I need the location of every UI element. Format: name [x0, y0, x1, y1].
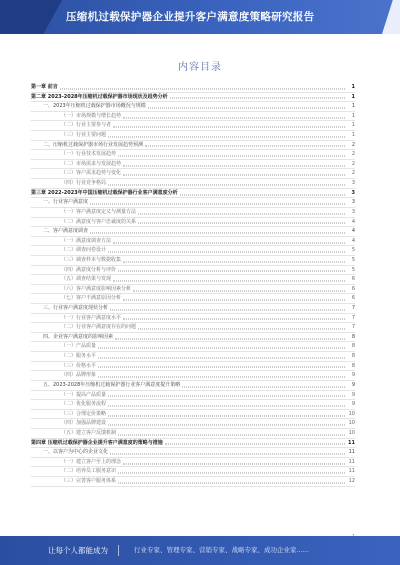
- toc-entry-title: （一）提高产品质量: [61, 391, 107, 398]
- toc-entry-title: （三）客户需求趋势与变化: [61, 170, 122, 177]
- toc-entry[interactable]: [31, 294, 355, 304]
- footer-divider: [118, 545, 119, 556]
- toc-dot-leader: [98, 367, 345, 368]
- toc-entry[interactable]: [31, 112, 355, 122]
- toc-entry-title: （二）行业客户满意度存在的问题: [61, 324, 137, 331]
- toc-entry-page: 1: [351, 93, 355, 100]
- footer-slogan: 让每个人都能成为: [48, 546, 108, 555]
- toc-dot-leader: [180, 194, 345, 195]
- toc-entry-page: 2: [351, 151, 355, 158]
- footer-banner: [0, 536, 400, 565]
- toc-entry-page: 8: [351, 353, 355, 360]
- toc-entry-page: 3: [351, 189, 355, 196]
- toc-entry-title: （一）满意度调查方法: [61, 237, 112, 244]
- toc-entry-title: （四）满意度分析与评价: [61, 266, 117, 273]
- toc-entry[interactable]: [31, 246, 355, 256]
- toc-entry[interactable]: [31, 275, 355, 285]
- toc-entry[interactable]: [31, 150, 355, 160]
- toc-entry[interactable]: [31, 352, 355, 362]
- toc-entry-title: 第二章 2023-2028年压缩机过载保护器市场现状及趋势分析: [31, 93, 168, 100]
- toc-dot-leader: [90, 232, 345, 233]
- toc-entry-page: 1: [351, 103, 355, 110]
- toc-entry[interactable]: [31, 323, 355, 333]
- toc-entry[interactable]: [31, 362, 355, 372]
- toc-entry[interactable]: [31, 467, 355, 477]
- toc-dot-leader: [148, 108, 345, 109]
- toc-entry[interactable]: [31, 448, 355, 458]
- toc-entry-title: 第四章 压缩机过载保护器企业提升客户满意度的策略与措施: [31, 439, 163, 446]
- toc-entry-page: 7: [351, 314, 355, 321]
- toc-entry-page: 8: [351, 362, 355, 369]
- toc-entry-title: （三）调查样本与数据收集: [61, 256, 122, 263]
- toc-entry-title: 一、行业客户满意度: [43, 199, 89, 206]
- toc-dot-leader: [123, 463, 345, 464]
- toc-entry-title: （一）客户满意度定义与测量方法: [61, 208, 137, 215]
- toc-entry[interactable]: [31, 333, 355, 343]
- toc-entry-title: （二）行业主要参与者: [61, 122, 112, 129]
- toc-entry[interactable]: [31, 160, 355, 170]
- toc-entry-title: （三）合理定价策略: [61, 410, 107, 417]
- toc-entry-page: 6: [351, 285, 355, 292]
- toc-dot-leader: [170, 98, 345, 99]
- toc-entry[interactable]: [31, 198, 355, 208]
- toc-entry-page: 11: [348, 449, 355, 456]
- toc-entry-page: 8: [351, 343, 355, 350]
- toc-entry[interactable]: [31, 189, 355, 199]
- toc-entry-title: （二）市场需求与发展趋势: [61, 160, 122, 167]
- toc-entry-page: 5: [351, 256, 355, 263]
- toc-entry-title: 二、压缩机过载保护器市场行业发展趋势预测: [43, 141, 144, 148]
- toc-entry[interactable]: [31, 218, 355, 228]
- toc-dot-leader: [113, 127, 345, 128]
- toc-entry-page: 1: [351, 84, 355, 90]
- toc-entry-title: （四）行业竞争格局: [61, 180, 107, 187]
- toc-entry-page: 6: [351, 295, 355, 302]
- toc-entry-title: 一、以客户为中心的企业文化: [43, 449, 109, 456]
- toc-entry-title: （一）市场规模与增长趋势: [61, 112, 122, 119]
- toc-entry-page: 9: [351, 391, 355, 398]
- toc-entry-page: 3: [351, 199, 355, 206]
- toc-heading: 内容目录: [178, 62, 222, 73]
- toc-dot-leader: [182, 386, 345, 387]
- toc-dot-leader: [123, 165, 345, 166]
- toc-dot-leader: [118, 482, 345, 483]
- toc-dot-leader: [133, 290, 345, 291]
- table-of-contents: [31, 83, 355, 487]
- toc-dot-leader: [108, 136, 345, 137]
- toc-entry-title: （二）服务水平: [61, 353, 97, 360]
- toc-dot-leader: [118, 473, 345, 474]
- toc-dot-leader: [123, 300, 345, 301]
- toc-entry-title: （六）客户满意度影响因素分析: [61, 285, 132, 292]
- toc-entry[interactable]: [31, 121, 355, 131]
- toc-entry[interactable]: [31, 266, 355, 276]
- toc-entry[interactable]: [31, 131, 355, 141]
- toc-entry-page: 5: [351, 247, 355, 254]
- toc-entry[interactable]: [31, 83, 355, 93]
- toc-entry-title: （五）调查结果与发现: [61, 276, 112, 283]
- toc-entry-page: 1: [351, 132, 355, 139]
- toc-entry-page: 11: [348, 439, 355, 446]
- toc-entry[interactable]: [31, 458, 355, 468]
- toc-entry[interactable]: [31, 141, 355, 151]
- toc-dot-leader: [60, 88, 345, 89]
- toc-entry-page: 9: [351, 372, 355, 379]
- toc-entry[interactable]: [31, 256, 355, 266]
- toc-entry-page: 2: [351, 170, 355, 177]
- toc-entry-title: （一）行业技术发展趋势: [61, 151, 117, 158]
- toc-entry-page: 5: [351, 266, 355, 273]
- toc-entry-title: （二）培养员工服务意识: [61, 468, 117, 475]
- toc-entry-title: 二、客户满意度调查: [43, 228, 89, 235]
- toc-entry-page: 1: [351, 112, 355, 119]
- toc-entry[interactable]: [31, 419, 355, 429]
- toc-entry-title: 一、2023年压缩机过载保护器市场概况与规模: [43, 103, 146, 110]
- toc-dot-leader: [108, 415, 345, 416]
- toc-entry-title: （一）建立客户至上的理念: [61, 458, 122, 465]
- toc-entry[interactable]: [31, 342, 355, 352]
- toc-entry-page: 10: [348, 420, 355, 427]
- toc-dot-leader: [115, 338, 345, 339]
- toc-entry-title: （五）建立客户反馈机制: [61, 429, 117, 436]
- toc-dot-leader: [108, 184, 345, 185]
- toc-dot-leader: [165, 444, 345, 445]
- toc-entry-page: 8: [351, 333, 355, 340]
- toc-entry-page: 10: [348, 429, 355, 436]
- toc-entry[interactable]: [31, 237, 355, 247]
- toc-dot-leader: [118, 271, 345, 272]
- toc-dot-leader: [108, 405, 345, 406]
- toc-entry-title: （四）品牌形象: [61, 372, 97, 379]
- toc-entry-title: 三、行业客户满意度现状分析: [43, 305, 109, 312]
- toc-entry[interactable]: [31, 477, 355, 487]
- toc-entry[interactable]: [31, 285, 355, 295]
- toc-entry[interactable]: [31, 93, 355, 103]
- toc-dot-leader: [123, 319, 345, 320]
- toc-entry-title: （二）满意度与客户忠诚度的关系: [61, 218, 137, 225]
- toc-entry-page: 9: [351, 381, 355, 388]
- toc-entry-title: （一）产品质量: [61, 343, 97, 350]
- toc-entry[interactable]: [31, 400, 355, 410]
- toc-dot-leader: [108, 252, 345, 253]
- toc-entry-page: 10: [348, 410, 355, 417]
- toc-dot-leader: [110, 309, 345, 310]
- toc-entry[interactable]: [31, 410, 355, 420]
- toc-dot-leader: [123, 175, 345, 176]
- header-banner: [0, 0, 400, 34]
- toc-dot-leader: [118, 434, 345, 435]
- toc-dot-leader: [113, 242, 345, 243]
- toc-entry-page: 3: [351, 208, 355, 215]
- toc-entry-title: （一）行业客户满意度水平: [61, 314, 122, 321]
- toc-entry-page: 6: [351, 276, 355, 283]
- toc-dot-leader: [138, 329, 345, 330]
- toc-dot-leader: [98, 348, 345, 349]
- toc-entry[interactable]: [31, 391, 355, 401]
- toc-entry-page: 11: [348, 468, 355, 475]
- toc-dot-leader: [118, 156, 345, 157]
- toc-entry[interactable]: [31, 169, 355, 179]
- toc-dot-leader: [123, 117, 345, 118]
- toc-entry[interactable]: [31, 381, 355, 391]
- toc-entry-title: （三）行业主要问题: [61, 132, 107, 139]
- toc-entry[interactable]: [31, 429, 355, 439]
- toc-entry[interactable]: [31, 439, 355, 449]
- report-title: 压缩机过载保护器企业提升客户满意度策略研究报告: [66, 11, 315, 23]
- footer-tagline: 行业专家、管理专家、营销专家、战略专家、成功企业家......: [134, 546, 309, 554]
- toc-entry-page: 2: [351, 160, 355, 167]
- toc-dot-leader: [145, 146, 345, 147]
- toc-entry-title: 第一章 前言: [31, 84, 58, 90]
- toc-entry[interactable]: [31, 314, 355, 324]
- toc-dot-leader: [110, 453, 345, 454]
- toc-entry-page: 9: [351, 401, 355, 408]
- toc-entry-page: 4: [351, 228, 355, 235]
- toc-dot-leader: [90, 204, 345, 205]
- toc-entry-page: 3: [351, 180, 355, 187]
- toc-dot-leader: [98, 377, 345, 378]
- toc-entry-page: 2: [351, 141, 355, 148]
- toc-dot-leader: [138, 223, 345, 224]
- toc-entry-title: 五、2023-2028年压缩机过载保护器行业客户满意度提升策略: [43, 381, 181, 388]
- toc-entry[interactable]: [31, 304, 355, 314]
- toc-entry[interactable]: [31, 102, 355, 112]
- toc-entry-title: （七）客户不满意原因分析: [61, 295, 122, 302]
- toc-entry-page: 7: [351, 305, 355, 312]
- toc-entry-title: （二）优化服务流程: [61, 401, 107, 408]
- toc-dot-leader: [138, 213, 345, 214]
- toc-entry-title: （四）加强品牌建设: [61, 420, 107, 427]
- toc-entry-page: 12: [348, 477, 355, 484]
- toc-entry-page: 4: [351, 218, 355, 225]
- toc-entry-title: （二）调查问卷设计: [61, 247, 107, 254]
- toc-entry-title: 四、企业客户满意度的影响因素: [43, 333, 114, 340]
- toc-entry[interactable]: [31, 227, 355, 237]
- toc-dot-leader: [108, 425, 345, 426]
- toc-dot-leader: [123, 261, 345, 262]
- toc-entry-page: 4: [351, 237, 355, 244]
- toc-entry[interactable]: [31, 179, 355, 189]
- toc-entry-page: 1: [351, 122, 355, 129]
- toc-entry-page: 7: [351, 324, 355, 331]
- toc-entry[interactable]: [31, 208, 355, 218]
- toc-entry[interactable]: [31, 371, 355, 381]
- header-corner-wedge: [382, 0, 400, 34]
- toc-dot-leader: [113, 280, 345, 281]
- toc-entry-title: 第三章 2022-2023年中国压缩机过载保护器行业客户满意度分析: [31, 189, 178, 196]
- toc-dot-leader: [108, 396, 345, 397]
- header-accent-stripe: [0, 0, 62, 34]
- toc-entry-page: 11: [348, 458, 355, 465]
- toc-dot-leader: [98, 357, 345, 358]
- toc-entry-title: （三）价格水平: [61, 362, 97, 369]
- toc-entry-title: （三）完善客户服务体系: [61, 477, 117, 484]
